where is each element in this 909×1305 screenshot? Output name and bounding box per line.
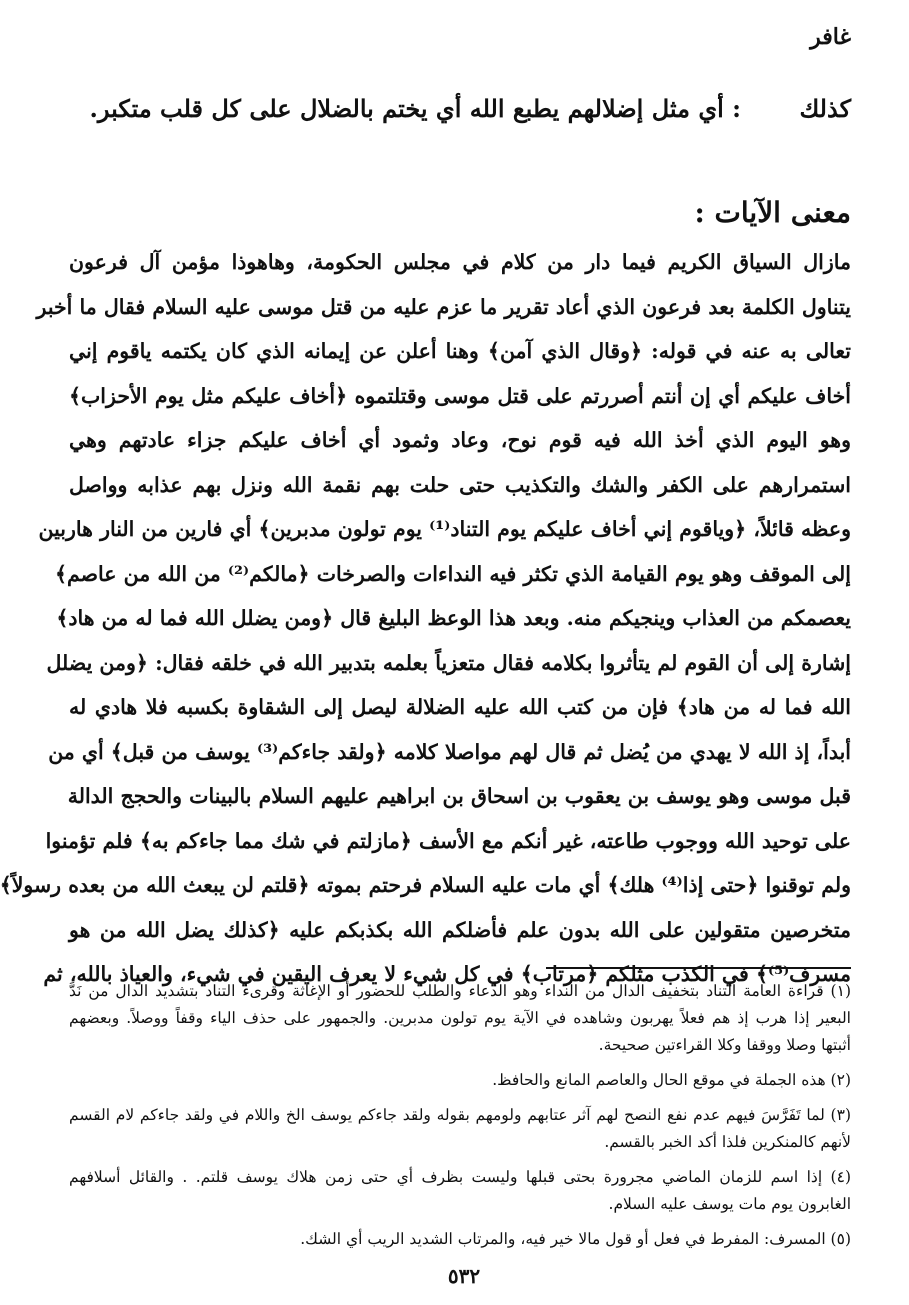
footnote-line: البعير إذا هرب إذ هم فعلاً يهربون وشاهده في الآية يوم تولون مدبرين. والجمهور على حذف الياء وقفاً ووصلاً. وبعضهم bbox=[69, 1009, 851, 1027]
footnote bbox=[69, 1067, 851, 1094]
body-line: إشارة إلى أن القوم لم يتأثروا بكلامه فقال متعزياً بعلمه بتدبير الله في خلقه فقال: ﴿ومن يضلل bbox=[46, 650, 851, 675]
body-line: إلى الموقف وهو يوم القيامة الذي تكثر فيه النداءات والصرخات ﴿مالكم⁽²⁾ من الله من عاصم﴾ bbox=[54, 561, 851, 586]
footnote-line: (٣) لما تَفَرَّسَ فيهم عدم نفع النصح لهم آثر عتابهم ولومهم بقوله ولقد جاءكم يوسف الخ واللام في ولقد جاءكم لام القسم bbox=[69, 1106, 851, 1124]
footnote-gap bbox=[69, 1218, 851, 1226]
body-line: أبداً، إذ الله لا يهدي من يُضل ثم قال لهم مواصلا كلامه ﴿ولقد جاءكم⁽³⁾ يوسف من قبل﴾ أي من bbox=[48, 739, 851, 764]
running-head: غافر bbox=[810, 24, 851, 50]
body-line: متخرصين متقولين على الله بدون علم فأضلكم الله بكذبكم عليه ﴿كذلك يضل الله من هو bbox=[69, 917, 851, 942]
body-text bbox=[0, 240, 851, 997]
section-heading: معنى الآيات : bbox=[694, 196, 851, 229]
body-line: يتناول الكلمة بعد فرعون الذي أعاد تقرير ما عزم عليه من قتل موسى عليه السلام فقال ما أخبر bbox=[36, 294, 851, 319]
vocabulary-gloss bbox=[69, 80, 851, 138]
gloss-term: كذلك bbox=[799, 94, 851, 123]
body-line: ولم توقنوا ﴿حتى إذا⁽⁴⁾ هلك﴾ أي مات عليه السلام فرحتم بموته ﴿قلتم لن يبعث الله من بعده رسولاً﴾ bbox=[0, 873, 851, 897]
body-line: الله فما له من هاد﴾ فإن من كتب الله عليه الضلالة ليصل إلى الشقاوة بكسبه فلا هادي له bbox=[69, 695, 851, 719]
footnote-line: (٥) المسرف: المفرط في فعل أو قول مالا خير فيه، والمرتاب الشديد الريب أي الشك. bbox=[300, 1230, 851, 1248]
footnote-gap bbox=[69, 1156, 851, 1164]
body-line: يعصمكم من العذاب وينجيكم منه. وبعد هذا الوعظ البليغ قال ﴿ومن يضلل الله فما له من هاد﴾ bbox=[56, 606, 851, 630]
footnote-gap bbox=[69, 1059, 851, 1067]
footnote bbox=[69, 1164, 851, 1218]
footnotes bbox=[69, 978, 851, 1253]
footnote-line: (٤) إذا اسم للزمان الماضي مجرورة بحتى قبلها وليست بظرف أي حتى زمن هلاك يوسف قلتم. . والقائل أسلافهم bbox=[69, 1168, 851, 1186]
body-line: وهو اليوم الذي أخذ الله فيه قوم نوح، وعاد وثمود أي أخاف عليكم جزاء عادتهم وهي bbox=[69, 428, 851, 452]
footnote-line: أثبتها وصلا ووقفا وكلا القراءتين صحيحة. bbox=[598, 1036, 851, 1054]
footnote-line: (٢) هذه الجملة في موقع الحال والعاصم المانع والحافظ. bbox=[492, 1071, 851, 1089]
body-line: تعالى به عنه في قوله: ﴿وقال الذي آمن﴾ وهنا أعلن عن إيمانه الذي كان يكتمه ياقوم إني bbox=[69, 339, 851, 363]
body-line: وعظه قائلاً، ﴿وياقوم إني أخاف عليكم يوم التناد⁽¹⁾ يوم تولون مدبرين﴾ أي فارين من النار هاربين bbox=[38, 517, 851, 541]
footnote-gap bbox=[69, 1094, 851, 1102]
body-line: مسرف⁽⁵⁾﴾ في الكذب مثلكم ﴿مرتاب﴾ في كل شيء لا يعرف اليقين في شيء، والعياذ بالله، ثم bbox=[43, 962, 851, 986]
body-line: استمرارهم على الكفر والشك والتكذيب حتى حلت بهم نقمة الله ونزل بهم عذابه وواصل bbox=[69, 472, 851, 497]
footnote bbox=[69, 978, 851, 1059]
page-number: ٥٣٢ bbox=[447, 1264, 481, 1288]
body-line: قبل موسى وهو يوسف بن يعقوب بن اسحاق بن ابراهيم عليهم السلام بالبينات والحجج الدالة bbox=[67, 784, 851, 808]
gloss-definition: : أي مثل إضلالهم يطبع الله أي يختم بالضلال على كل قلب متكبر. bbox=[89, 94, 741, 123]
footnote bbox=[69, 1226, 851, 1253]
footnote-line: الغابرون يوم مات يوسف عليه السلام. bbox=[608, 1195, 851, 1213]
body-line: أخاف عليكم أي إن أنتم أصررتم على قتل موسى وقتلتموه ﴿أخاف عليكم مثل يوم الأحزاب﴾ bbox=[69, 383, 851, 408]
footnote-line: (١) قراءة العامة التناد بتخفيف الدال من النداء وهو الدعاء والطلب للحضور أو الإغاثة وقرىء التناد بتشديد الدال من نَدَّ bbox=[69, 982, 851, 1000]
body-line: على توحيد الله ووجوب طاعته، غير أنكم مع الأسف ﴿مازلتم في شك مما جاءكم به﴾ فلم تؤمنوا bbox=[45, 828, 851, 853]
footnote-separator bbox=[546, 967, 851, 969]
body-line: مازال السياق الكريم فيما دار من كلام في مجلس الحكومة، وهاهوذا مؤمن آل فرعون bbox=[69, 250, 851, 274]
footnote-line: لأنهم كالمنكرين فلذا أكد الخبر بالقسم. bbox=[604, 1133, 851, 1151]
footnote bbox=[69, 1102, 851, 1156]
